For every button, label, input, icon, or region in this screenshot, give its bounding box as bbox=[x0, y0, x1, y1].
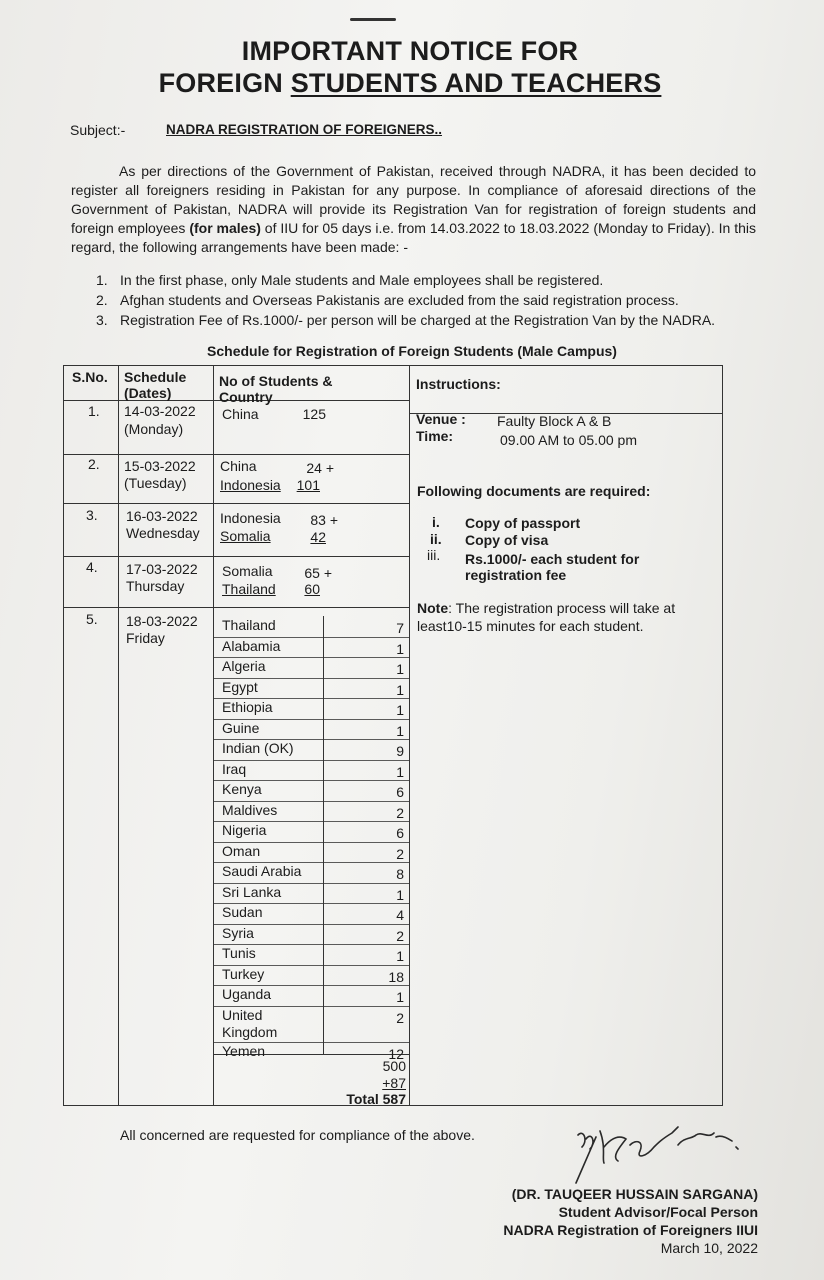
row-4-sno: 4. bbox=[86, 559, 98, 575]
friday-country: Syria bbox=[222, 924, 254, 941]
title-line-2 bbox=[0, 68, 822, 99]
row-3-country-2: Somalia bbox=[220, 528, 271, 544]
friday-country: Guine bbox=[222, 719, 260, 736]
header-students: No of Students & bbox=[219, 373, 333, 389]
friday-country: Thailand bbox=[222, 617, 276, 633]
row-4-country-1: Somalia bbox=[222, 563, 273, 579]
col-line bbox=[409, 366, 410, 1106]
row-2-date: 15-03-2022 bbox=[124, 458, 196, 474]
list-number: 3. bbox=[96, 312, 108, 328]
subject bbox=[70, 122, 443, 138]
doc-item: Rs.1000/- each student for bbox=[465, 551, 640, 567]
row-4-day: Thursday bbox=[126, 578, 185, 594]
row-1-count: 125 bbox=[302, 406, 326, 422]
friday-country: Maldives bbox=[222, 801, 278, 818]
header-country: Country bbox=[219, 389, 273, 405]
friday-count: 6 bbox=[396, 825, 404, 841]
row-3-country-1: Indonesia bbox=[220, 510, 281, 526]
friday-country: Uganda bbox=[222, 986, 272, 1002]
compliance-text: All concerned are requested for compliance of the above. bbox=[120, 1127, 475, 1143]
list-item bbox=[96, 270, 756, 290]
col-line bbox=[323, 616, 324, 1054]
subtotal-b: +87 bbox=[382, 1075, 406, 1091]
friday-count: 8 bbox=[396, 866, 404, 882]
col-line bbox=[118, 366, 119, 1106]
friday-count: 1 bbox=[396, 640, 404, 657]
friday-count: 7 bbox=[396, 620, 404, 636]
friday-count: 1 bbox=[396, 948, 404, 964]
list-item bbox=[96, 290, 756, 310]
doc-number: iii. bbox=[427, 547, 441, 563]
header-sno: S.No. bbox=[72, 369, 108, 385]
venue-value: Faulty Block A & B bbox=[497, 413, 612, 429]
title-line-1: IMPORTANT NOTICE FOR bbox=[241, 36, 579, 66]
row-line bbox=[64, 607, 409, 608]
top-mark bbox=[350, 18, 396, 21]
doc-number: ii. bbox=[430, 531, 442, 547]
friday-count: 4 bbox=[396, 907, 404, 923]
row-1-date: 14-03-2022 bbox=[124, 403, 196, 419]
header-instructions: Instructions: bbox=[416, 376, 501, 392]
friday-country: Yemen bbox=[222, 1042, 266, 1059]
signature bbox=[566, 1117, 746, 1187]
list-text: In the first phase, only Male students and Male employees shall be registered. bbox=[120, 272, 604, 288]
row-4-date: 17-03-2022 bbox=[126, 561, 198, 577]
friday-count: 9 bbox=[396, 743, 404, 759]
row-2-country-2: Indonesia bbox=[220, 477, 281, 493]
col-line bbox=[213, 366, 214, 1106]
friday-count: 1 bbox=[396, 702, 404, 718]
list-item bbox=[96, 310, 756, 330]
friday-country: Oman bbox=[222, 842, 261, 859]
note-line-2: least10-15 minutes for each student. bbox=[417, 618, 644, 634]
friday-count: 1 bbox=[396, 722, 404, 739]
row-4-country-2: Thailand bbox=[222, 581, 276, 597]
friday-count: 2 bbox=[396, 927, 404, 944]
row-2-count-2: 101 bbox=[296, 477, 320, 493]
friday-country: Nigeria bbox=[222, 822, 267, 838]
friday-count: 18 bbox=[388, 968, 404, 985]
doc-item: Copy of passport bbox=[465, 515, 581, 531]
doc-item-cont: registration fee bbox=[465, 567, 567, 583]
row-3-count-2: 42 bbox=[310, 529, 326, 545]
friday-count: 6 bbox=[396, 784, 404, 800]
list-text: Registration Fee of Rs.1000/- per person will be charged at the Registration Van by the NADRA. bbox=[120, 312, 716, 328]
note-label: Note bbox=[417, 600, 449, 616]
friday-country: Iraq bbox=[222, 760, 247, 777]
friday-country: United Kingdom bbox=[222, 1006, 278, 1040]
row-2-sno: 2. bbox=[88, 456, 100, 472]
row-3-date: 16-03-2022 bbox=[126, 508, 198, 524]
note-line-1 bbox=[417, 600, 675, 616]
header-dates: (Dates) bbox=[124, 385, 172, 401]
time-label: Time: bbox=[416, 428, 454, 444]
friday-country: Algeria bbox=[222, 658, 266, 674]
schedule-caption: Schedule for Registration of Foreign Students (Male Campus) bbox=[207, 343, 617, 359]
signatory-date: March 10, 2022 bbox=[660, 1240, 758, 1256]
para-b: (for males) bbox=[189, 220, 261, 236]
friday-count: 1 bbox=[396, 763, 404, 780]
row-1-sno: 1. bbox=[88, 403, 100, 419]
note-text: : The registration process will take at bbox=[448, 600, 676, 616]
list-text: Afghan students and Overseas Pakistanis are excluded from the said registration process. bbox=[120, 292, 679, 308]
friday-country: Sudan bbox=[222, 904, 263, 920]
friday-count: 1 bbox=[396, 661, 404, 677]
subject-text: NADRA REGISTRATION OF FOREIGNERS.. bbox=[166, 122, 443, 137]
friday-country: Alabamia bbox=[222, 637, 281, 654]
friday-count: 1 bbox=[396, 989, 404, 1005]
row-5-day: Friday bbox=[126, 630, 165, 646]
friday-count: 12 bbox=[388, 1045, 404, 1062]
friday-count: 2 bbox=[396, 1009, 404, 1026]
friday-country: Indian (OK) bbox=[222, 740, 294, 756]
friday-country: Saudi Arabia bbox=[222, 863, 302, 879]
row-5-date: 18-03-2022 bbox=[126, 613, 198, 629]
schedule-table bbox=[63, 365, 723, 1106]
row-5-sno: 5. bbox=[86, 611, 98, 627]
friday-country: Turkey bbox=[222, 965, 265, 982]
list-number: 1. bbox=[96, 272, 108, 288]
friday-country: Ethiopia bbox=[222, 699, 273, 715]
signatory-role: Student Advisor/Focal Person bbox=[558, 1204, 758, 1220]
friday-count: 2 bbox=[396, 845, 404, 862]
title-line-2-a: FOREIGN bbox=[158, 68, 291, 98]
para-c: of IIU for 05 days i.e. from 14.03.2022 to 18.03.2022 (Monday to Friday). In this regard, the following arrangements have been made: - bbox=[71, 220, 756, 255]
friday-country: Tunis bbox=[222, 945, 256, 961]
row-line bbox=[64, 556, 409, 557]
venue-label: Venue : bbox=[416, 411, 466, 427]
row-3-count-1: 83 + bbox=[310, 512, 338, 528]
docs-heading: Following documents are required: bbox=[417, 483, 651, 499]
friday-count: 1 bbox=[396, 681, 404, 698]
row-2-count-1: 24 + bbox=[306, 460, 334, 476]
row-line bbox=[64, 503, 409, 504]
title-line-2-b: STUDENTS AND TEACHERS bbox=[290, 68, 662, 98]
grand-total: Total 587 bbox=[346, 1091, 406, 1107]
row-4-count-2: 60 bbox=[304, 581, 320, 597]
signatory-name: (DR. TAUQEER HUSSAIN SARGANA) bbox=[511, 1186, 758, 1202]
row-3-day: Wednesday bbox=[126, 525, 200, 541]
list-number: 2. bbox=[96, 292, 108, 308]
row-1-country: China bbox=[222, 406, 259, 422]
friday-country: Sri Lanka bbox=[222, 883, 282, 900]
friday-count: 1 bbox=[396, 886, 404, 903]
header-schedule: Schedule bbox=[124, 369, 187, 385]
intro-paragraph bbox=[71, 162, 756, 257]
time-value: 09.00 AM to 05.00 pm bbox=[500, 432, 637, 448]
row-4-count-1: 65 + bbox=[304, 565, 332, 581]
subject-label: Subject:- bbox=[70, 122, 126, 138]
signatory-org: NADRA Registration of Foreigners IIUI bbox=[503, 1222, 758, 1238]
para-a: As per directions of the Government of Pakistan, received through NADRA, it has been decided to register all foreigners residing in Pakistan for any purpose. In compliance of aforesaid directions of the Government of Pakistan, NADRA will provide its Registration Van for registration of foreign students and foreign employees bbox=[71, 163, 756, 236]
row-2-country-1: China bbox=[220, 458, 257, 474]
friday-count: 2 bbox=[396, 804, 404, 821]
arrangements-list bbox=[96, 270, 756, 330]
friday-country: Kenya bbox=[222, 781, 262, 797]
doc-number: i. bbox=[432, 514, 440, 530]
row-2-day: (Tuesday) bbox=[124, 475, 187, 491]
doc-item: Copy of visa bbox=[465, 532, 549, 548]
subtotal-a: 500 bbox=[382, 1058, 406, 1074]
row-3-sno: 3. bbox=[86, 507, 98, 523]
row-line bbox=[64, 454, 409, 455]
row-1-day: (Monday) bbox=[124, 421, 184, 437]
friday-country: Egypt bbox=[222, 678, 258, 695]
